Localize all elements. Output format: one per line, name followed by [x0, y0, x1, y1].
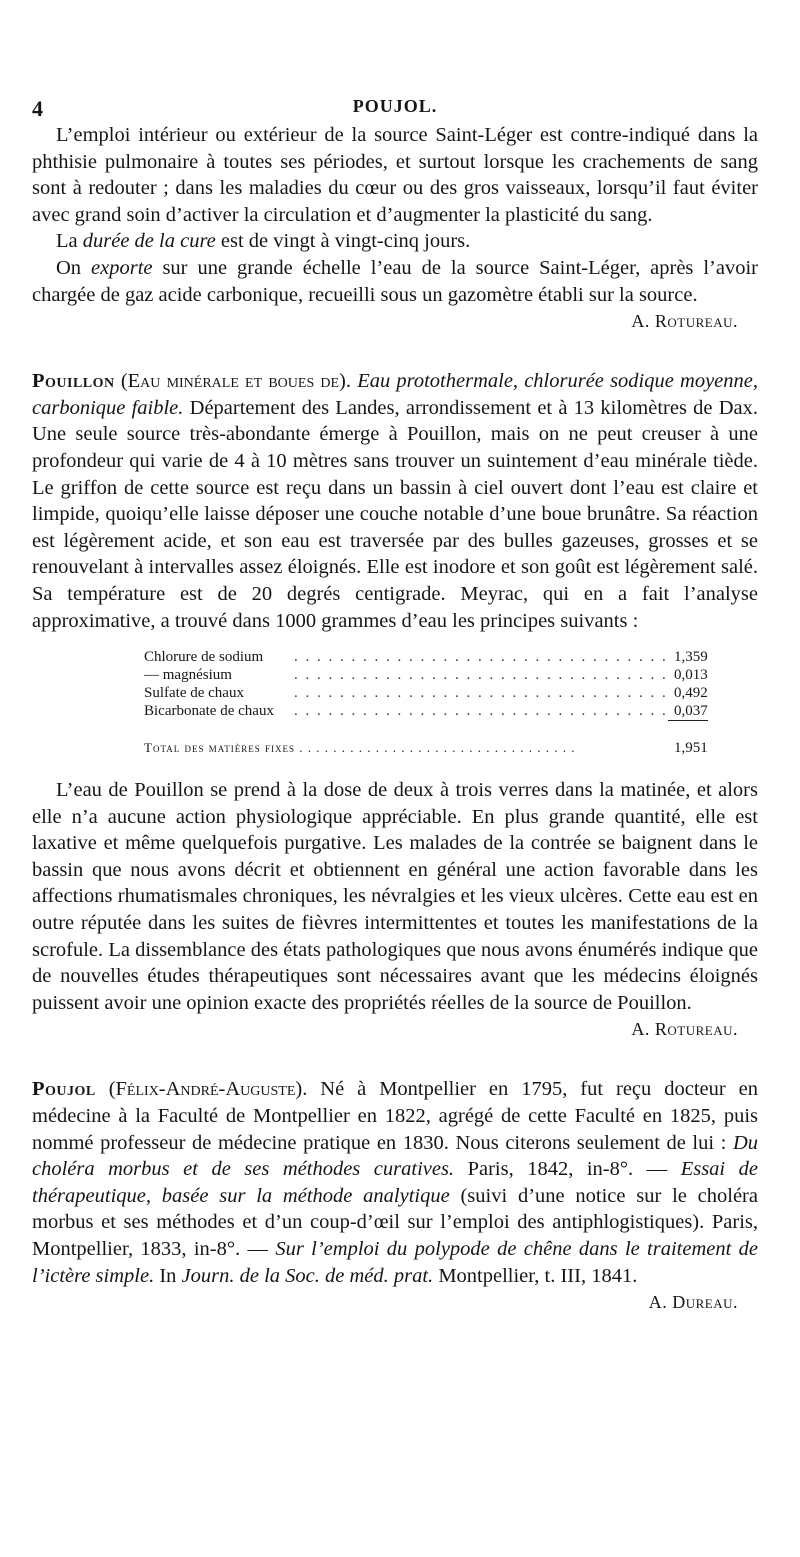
document-page	[32, 96, 758, 1315]
total-label: Total des matières fixes . . . . . . . . . . . . . . . . . . . . . . . . . . . . . . . . .	[144, 739, 576, 755]
signature-rotureau-2: A. Rotureau.	[631, 1019, 738, 1040]
paragraph-pouillon-intro: Pouillon (Eau minérale et boues de). Eau protothermale, chlorurée sodique moyenne, carbonique faible. Département des Landes, arrondissement et à 13 kilomètres de Dax. Une seule source très-abondante émerge à Pouillon, mais on ne peut creuser à une profondeur qui varie de 4 à 10 mètres sans trouver un suintement d’eau minérale tiède. Le griffon de cette source est reçu dans un bassin à ciel ouvert dont l’eau est claire et limpide, quoiqu’elle laisse déposer une couche notable d’une boue brunâtre. Sa réaction est légèrement acide, et son eau est traversée par des bulles gazeuses, grosses et se renouvelant à intervalles assez éloignés. Elle est inodore et son goût est légèrement salé. Sa température est de 20 degrés centigrade. Meyrac, qui en a fait l’analyse approximative, a trouvé dans 1000 grammes d’eau les principes suivants :	[32, 370, 759, 632]
paragraph-pouillon-usage: L’eau de Pouillon se prend à la dose de deux à trois verres dans la matinée, et alors elle n’a aucune action physiologique appréciable. En plus grande quantité, elle est laxative et même quelquefois purgative. Les malades de la contrée se baignent dans le bassin que nous avons décrit et obtiennent en général une action favorable dans les affections rhumatismales chroniques, les névralgies et les vieux ulcères. Cette eau est en outre réputée dans les suites de fièvres intermittentes et toutes les manifestations de la scrofule. La dissemblance des états pathologiques que nous avons énumérés indique que de nouvelles études thérapeutiques sont nécessaires avant que les médecins éloignés puissent avoir une opinion exacte des propriétés réelles de la source de Pouillon.	[32, 779, 758, 1014]
italic-term: exporte	[91, 256, 153, 279]
headword-qualifier: (Eau minérale et boues de).	[114, 370, 358, 393]
leader-dots: . . . . . . . . . . . . . . . . . . . . . . . . . . . . . . . . .	[294, 703, 668, 720]
paragraph-poujol: Poujol (Félix-André-Auguste). Né à Montpellier en 1795, fut reçu docteur en médecine à la Faculté de Montpellier en 1822, agrégé de cette Faculté en 1825, puis nommé professeur de médecine pratique en 1830. Nous citerons seulement de lui : Du choléra morbus et de ses méthodes curatives. Paris, 1842, in-8°. — Essai de thérapeutique, basée sur la méthode analytique (suivi d’une notice sur le choléra morbus et ses méthodes et d’un coup-d’œil sur l’emploi des antiphlogistiques). Paris, Montpellier, 1833, in-8°. — Sur l’emploi du polypode de chêne dans le traitement de l’ictère simple. In Journ. de la Soc. de méd. prat. Montpellier, t. III, 1841.	[32, 1078, 758, 1287]
leader-dots: . . . . . . . . . . . . . . . . . . . . . . . . . . . . . . . . .	[294, 667, 668, 684]
work-title: Sur l’emploi du polypode de chêne dans le traitement de l’ictère simple.	[32, 1238, 758, 1287]
article-poujol	[32, 1076, 758, 1315]
article-pouillon	[32, 368, 758, 1042]
leader-dots: . . . . . . . . . . . . . . . . . . . . . . . . . . . . . . . . .	[294, 685, 668, 702]
substance-name: — magnésium	[144, 667, 232, 684]
substance-name: Bicarbonate de chaux	[144, 703, 274, 720]
substance-value: 1,359	[674, 649, 708, 666]
water-classification: Eau protothermale, chlorurée sodique moyenne, carbonique faible.	[32, 370, 758, 419]
signature-rotureau-1: A. Rotureau.	[631, 311, 738, 332]
paragraph-export: On exporte sur une grande échelle l’eau de la source Saint-Léger, après l’avoir chargée de gaz acide carbonique, recueilli sous un gazomètre établi sur la source.	[32, 256, 758, 306]
substance-value: 0,492	[674, 685, 708, 702]
substance-name: Chlorure de sodium	[144, 649, 264, 666]
work-title: Essai de thérapeutique, basée sur la méthode analytique	[32, 1158, 758, 1207]
analysis-total-row	[144, 721, 708, 758]
headword-poujol: Poujol	[32, 1078, 96, 1101]
running-title: POUJOL.	[352, 96, 438, 116]
analysis-row	[144, 684, 708, 702]
italic-term: durée de la cure	[82, 230, 216, 253]
substance-value: 0,037	[668, 702, 708, 721]
analysis-row	[144, 648, 708, 666]
paragraph-cure-duration: La durée de la cure est de vingt à vingt-cinq jours.	[56, 230, 471, 253]
signature-dureau: A. Dureau.	[648, 1292, 738, 1313]
total-value: 1,951	[674, 740, 708, 757]
page-number: 4	[32, 96, 43, 121]
paragraph-contraindications: L’emploi intérieur ou extérieur de la source Saint-Léger est contre-indiqué dans la phthisie pulmonaire à toutes ses périodes, et surtout lorsque les crachements de sang sont à redouter ; dans les maladies du cœur ou des gros vaisseaux, lorsqu’il faut éviter avec grand soin d’activer la circulation et d’augmenter la plasticité du sang.	[32, 124, 758, 226]
page-header	[32, 96, 758, 122]
saint-leger-continuation	[32, 122, 758, 334]
analysis-table	[144, 648, 708, 757]
journal-title: Journ. de la Soc. de méd. prat.	[181, 1264, 434, 1287]
substance-value: 0,013	[674, 667, 708, 684]
leader-dots: . . . . . . . . . . . . . . . . . . . . . . . . . . . . . . . . .	[294, 649, 668, 666]
headword-qualifier: (Félix-André-Auguste).	[95, 1078, 321, 1101]
work-title: Du choléra morbus et de ses méthodes curatives.	[32, 1131, 758, 1181]
substance-name: Sulfate de chaux	[144, 685, 244, 702]
analysis-row	[144, 702, 708, 721]
headword-pouillon: Pouillon	[32, 370, 115, 393]
analysis-row	[144, 666, 708, 684]
